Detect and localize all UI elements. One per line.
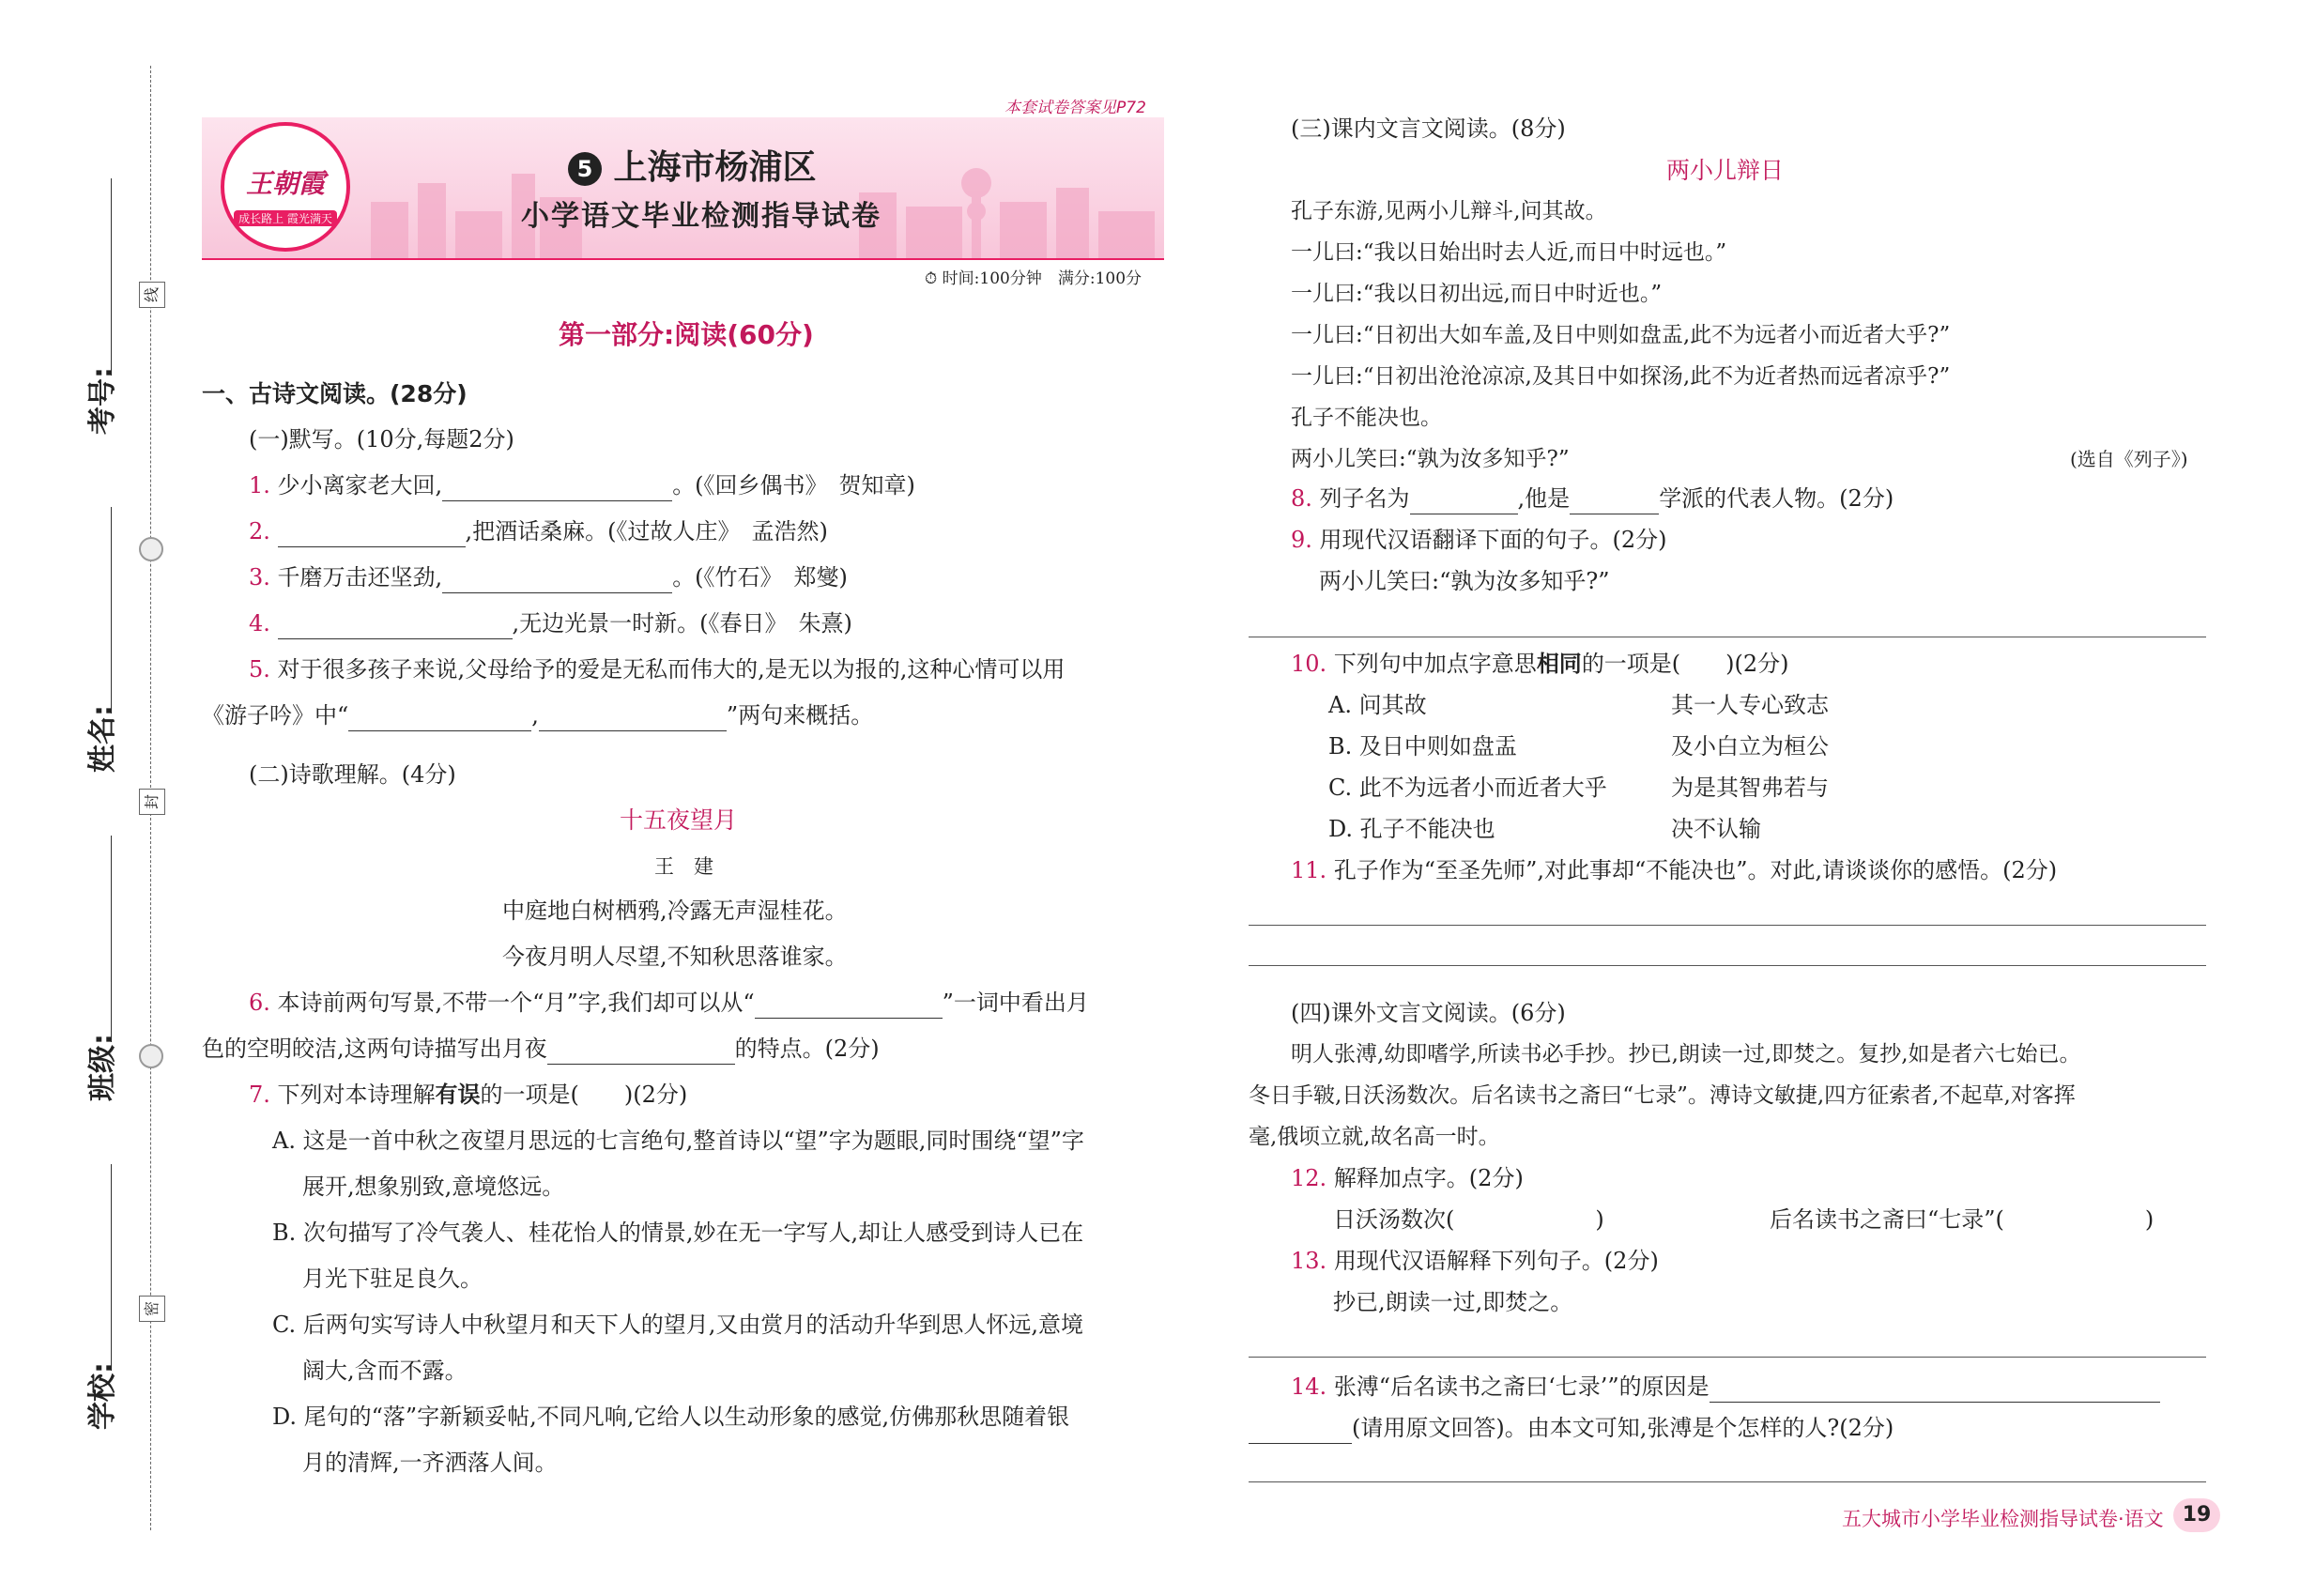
q10: 10. 下列句中加点字意思相同的一项是( )(2分) bbox=[1291, 650, 1789, 677]
part1-title: 第一部分:阅读(60分) bbox=[559, 319, 814, 350]
passage-line: 冬日手皲,日沃汤数次。后名读书之斋曰“七录”。溥诗文敏捷,四方征索者,不起草,对客挥 bbox=[1249, 1083, 2076, 1108]
answer-blank[interactable] bbox=[539, 708, 727, 731]
text-line: 一儿曰:“日初出大如车盖,及日中则如盘盂,此不为远者小而近者大乎?” bbox=[1291, 323, 1951, 347]
answer-blank[interactable] bbox=[1410, 491, 1518, 514]
text-source: (选自《列子》) bbox=[2070, 448, 2188, 470]
answer-note: 本套试卷答案见P72 bbox=[1004, 99, 1146, 117]
answer-blank[interactable] bbox=[1710, 1379, 2160, 1403]
q12: 12. 解释加点字。(2分) bbox=[1291, 1165, 1524, 1191]
q13: 13. 用现代汉语解释下列句子。(2分) bbox=[1291, 1248, 1659, 1274]
poem-line2: 今夜月明人尽望,不知秋思落谁家。 bbox=[502, 944, 848, 970]
seal-mark: 封 bbox=[139, 789, 165, 815]
answer-blank[interactable] bbox=[278, 616, 513, 639]
q14-line1: 14. 张溥“后名读书之斋曰‘七录’”的原因是 bbox=[1291, 1371, 2160, 1403]
passage-line: 毫,俄顷立就,故名高一时。 bbox=[1249, 1125, 1500, 1149]
poem-line1: 中庭地白树栖鸦,冷露无声湿桂花。 bbox=[502, 898, 848, 924]
q7-option-b: B. 次句描写了冷气袭人、桂花怡人的情景,妙在无一字写人,却让人感受到诗人已在 bbox=[272, 1220, 1084, 1246]
school-label: 学校: bbox=[86, 1362, 119, 1430]
q7-option-d-cont: 月的清辉,一齐洒落人间。 bbox=[302, 1450, 558, 1476]
test-region: 上海市杨浦区 bbox=[613, 148, 817, 187]
text-line: 孔子东游,见两小儿辩斗,问其故。 bbox=[1291, 199, 1607, 223]
q12-item-b: 后名读书之斋曰“七录”( ) bbox=[1770, 1206, 2154, 1233]
sub1-heading: (一)默写。(10分,每题2分) bbox=[249, 426, 514, 453]
test-title bbox=[568, 141, 817, 189]
answer-blank[interactable] bbox=[348, 708, 531, 731]
binding-hole bbox=[139, 537, 163, 561]
q7-option-c: C. 后两句实写诗人中秋望月和天下人的望月,又由赏月的活动升华到思人怀远,意境 bbox=[272, 1312, 1084, 1338]
answer-blank[interactable] bbox=[1249, 1420, 1352, 1444]
q10-option-a-right: 其一人专心致志 bbox=[1671, 692, 1829, 718]
answer-line[interactable] bbox=[1249, 1357, 2206, 1358]
q10-option-c-left: C. 此不为远者小而近者大乎 bbox=[1328, 775, 1607, 801]
sub2-heading: (二)诗歌理解。(4分) bbox=[249, 761, 456, 788]
class-label: 班级: bbox=[86, 1034, 119, 1101]
test-number-badge: 5 bbox=[568, 152, 602, 186]
answer-blank[interactable] bbox=[442, 570, 672, 593]
q10-option-a-left: A. 问其故 bbox=[1328, 692, 1427, 718]
text-line: 一儿曰:“我以日始出时去人近,而日中时远也。” bbox=[1291, 240, 1727, 265]
q11: 11. 孔子作为“至圣先师”,对此事却“不能决也”。对此,请谈谈你的感悟。(2分) bbox=[1291, 857, 2058, 883]
header-banner bbox=[202, 117, 1164, 260]
text-line: 两小儿笑曰:“孰为汝多知乎?” bbox=[1291, 447, 1570, 471]
q10-option-b-right: 及小白立为桓公 bbox=[1671, 733, 1829, 760]
q10-option-b-left: B. 及日中则如盘盂 bbox=[1328, 733, 1517, 760]
answer-blank[interactable] bbox=[755, 995, 943, 1019]
binding-margin bbox=[0, 0, 169, 1596]
section1-heading: 一、古诗文阅读。(28分) bbox=[202, 380, 468, 407]
q8: 8. 列子名为 ,他是 学派的代表人物。(2分) bbox=[1291, 483, 1894, 514]
time-info: ⏱ 时间:100分钟 满分:100分 bbox=[925, 269, 1142, 288]
text-line: 孔子不能决也。 bbox=[1291, 406, 1442, 430]
binding-hole bbox=[139, 1044, 163, 1068]
clock-icon: ⏱ bbox=[925, 269, 938, 288]
q9: 9. 用现代汉语翻译下面的句子。(2分) bbox=[1291, 527, 1667, 553]
poem-title: 十五夜望月 bbox=[620, 806, 738, 834]
text-line: 一儿曰:“日初出沧沧凉凉,及其日中如探汤,此不为近者热而远者凉乎?” bbox=[1291, 364, 1951, 389]
seal-mark: 线 bbox=[139, 282, 165, 308]
q9-sentence: 两小儿笑曰:“孰为汝多知乎?” bbox=[1319, 568, 1610, 594]
sub4-heading: (四)课外文言文阅读。(6分) bbox=[1291, 1000, 1566, 1026]
school-line bbox=[111, 1164, 112, 1371]
q10-option-d-right: 决不认输 bbox=[1671, 816, 1761, 842]
page-number: 19 bbox=[2173, 1498, 2220, 1532]
q13-sentence: 抄已,朗读一过,即焚之。 bbox=[1333, 1289, 1573, 1315]
text-title: 两小儿辩日 bbox=[1666, 157, 1785, 184]
answer-blank[interactable] bbox=[278, 524, 466, 547]
answer-line[interactable] bbox=[1249, 925, 2206, 926]
brand-name: 王朝霞 bbox=[245, 168, 325, 199]
test-subtitle: 小学语文毕业检测指导试卷 bbox=[521, 200, 882, 233]
q7-option-a: A. 这是一首中秋之夜望月思远的七言绝句,整首诗以“望”字为题眼,同时围绕“望”字 bbox=[272, 1128, 1084, 1154]
q4: 4. ,无边光景一时新。(《春日》 朱熹) bbox=[249, 607, 852, 639]
q12-item-a: 日沃汤数次( ) bbox=[1333, 1206, 1604, 1233]
footer-series: 五大城市小学毕业检测指导试卷·语文 bbox=[1842, 1508, 2164, 1530]
q5-line2: 《游子吟》中“ , ”两句来概括。 bbox=[202, 699, 873, 731]
q7-option-c-cont: 阔大,含而不露。 bbox=[302, 1358, 468, 1384]
sub3-heading: (三)课内文言文阅读。(8分) bbox=[1291, 115, 1566, 142]
q7-option-b-cont: 月光下驻足良久。 bbox=[302, 1266, 483, 1292]
q3: 3. 千磨万击还坚劲, 。(《竹石》 郑燮) bbox=[249, 561, 848, 593]
name-label: 姓名: bbox=[86, 705, 119, 773]
exam-no-line bbox=[111, 178, 112, 376]
q10-option-c-right: 为是其智弗若与 bbox=[1671, 775, 1829, 801]
q6-line1: 6. 本诗前两句写景,不带一个“月”字,我们却可以从“ ”一词中看出月 bbox=[249, 987, 1089, 1019]
brand-slogan: 成长路上 霞光满天 bbox=[234, 210, 337, 226]
q14-line2: (请用原文回答)。由本文可知,张溥是个怎样的人?(2分) bbox=[1249, 1412, 1894, 1444]
poem-author: 王 建 bbox=[654, 855, 713, 878]
text-line: 一儿曰:“我以日初出远,而日中时近也。” bbox=[1291, 282, 1663, 306]
answer-blank[interactable] bbox=[1570, 491, 1659, 514]
name-line bbox=[111, 507, 112, 714]
seal-mark: 密 bbox=[139, 1296, 165, 1322]
answer-line[interactable] bbox=[1249, 1481, 2206, 1482]
q6-line2: 色的空明皎洁,这两句诗描写出月夜 的特点。(2分) bbox=[202, 1033, 880, 1065]
q7-option-d: D. 尾句的“落”字新颖妥帖,不同凡响,它给人以生动形象的感觉,仿佛那秋思随着银 bbox=[272, 1404, 1070, 1430]
class-line bbox=[111, 836, 112, 1042]
q7: 7. 下列对本诗理解有误的一项是( )(2分) bbox=[249, 1081, 688, 1108]
passage-line: 明人张溥,幼即嗜学,所读书必手抄。抄已,朗读一过,即焚之。复抄,如是者六七始已。 bbox=[1291, 1042, 2081, 1067]
q10-option-d-left: D. 孔子不能决也 bbox=[1328, 816, 1495, 842]
brand-logo bbox=[221, 122, 350, 252]
exam-no-label: 考号: bbox=[86, 367, 119, 435]
answer-blank[interactable] bbox=[442, 478, 672, 501]
q5-line1: 5. 对于很多孩子来说,父母给予的爱是无私而伟大的,是无以为报的,这种心情可以用 bbox=[249, 656, 1066, 683]
q1: 1. 少小离家老大回, 。(《回乡偶书》 贺知章) bbox=[249, 469, 915, 501]
answer-line[interactable] bbox=[1249, 965, 2206, 966]
q2: 2. ,把酒话桑麻。(《过故人庄》 孟浩然) bbox=[249, 515, 828, 547]
answer-blank[interactable] bbox=[547, 1041, 735, 1065]
q7-option-a-cont: 展开,想象别致,意境悠远。 bbox=[302, 1174, 565, 1200]
